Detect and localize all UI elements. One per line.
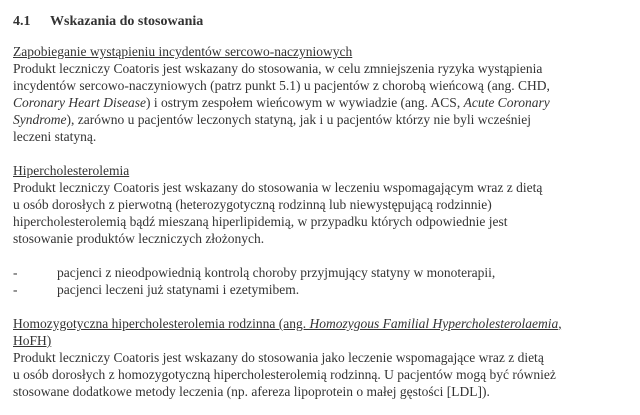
subsection-heading: HoFH) xyxy=(13,333,52,348)
paragraph-line: Produkt leczniczy Coatoris jest wskazany do stosowania w leczeniu wspomagającym wraz z dietą xyxy=(13,180,543,195)
section-title xyxy=(13,13,616,30)
section-title-text: Wskazania do stosowania xyxy=(50,14,204,29)
paragraph-line: leczeni statyną. xyxy=(13,129,97,144)
paragraph-line: incydentów sercowo-naczyniowych (patrz punkt 5.1) u pacjentów z chorobą wieńcową (ang. CHD, xyxy=(13,78,550,93)
subsection-heading: Homozygotyczna hipercholesterolemia rodzinna (ang. Homozygous Familial Hypercholesterolaemia, xyxy=(13,316,562,331)
paragraph-line: stosowane dodatkowe metody leczenia (np. afereza lipoprotein o małej gęstości [LDL]). xyxy=(13,384,490,399)
section-hypercholesterolemia xyxy=(13,162,616,298)
paragraph-line: stosowanie produktów leczniczych złożonych. xyxy=(13,231,265,246)
section-hofh xyxy=(13,315,616,400)
list-item xyxy=(13,281,616,298)
bullet-dash: - xyxy=(13,265,18,280)
paragraph-line: u osób dorosłych z pierwotną (heterozygotyczną rodzinną lub niewystępującą rodzinnie) xyxy=(13,197,492,212)
section-cardiovascular-prevention xyxy=(13,43,616,145)
paragraph-line: hipercholesterolemią bądź mieszaną hiperlipidemią, w przypadku których odpowiednie jest xyxy=(13,214,508,229)
list-item-text: pacjenci leczeni już statynami i ezetymibem. xyxy=(57,282,300,297)
subsection-heading: Hipercholesterolemia xyxy=(13,163,130,178)
bullet-dash: - xyxy=(13,282,18,297)
paragraph-line: u osób dorosłych z homozygotyczną hipercholesterolemią rodzinną. U pacjentów mogą być również xyxy=(13,367,556,382)
paragraph-line: Produkt leczniczy Coatoris jest wskazany do stosowania jako leczenie wspomagające wraz z dietą xyxy=(13,350,544,365)
paragraph-line: Coronary Heart Disease) i ostrym zespołem wieńcowym w wywiadzie (ang. ACS, Acute Coronary xyxy=(13,95,550,110)
section-number: 4.1 xyxy=(13,14,31,29)
paragraph-line: Produkt leczniczy Coatoris jest wskazany do stosowania, w celu zmniejszenia ryzyka wystąpienia xyxy=(13,61,543,76)
subsection-heading: Zapobieganie wystąpieniu incydentów sercowo-naczyniowych xyxy=(13,44,353,59)
list-item xyxy=(13,264,616,281)
list-item-text: pacjenci z nieodpowiednią kontrolą choroby przyjmujący statyny w monoterapii, xyxy=(57,265,496,280)
paragraph-line: Syndrome), zarówno u pacjentów leczonych statyną, jak i u pacjentów którzy nie byli wcześniej xyxy=(13,112,531,127)
patient-list xyxy=(13,264,616,298)
